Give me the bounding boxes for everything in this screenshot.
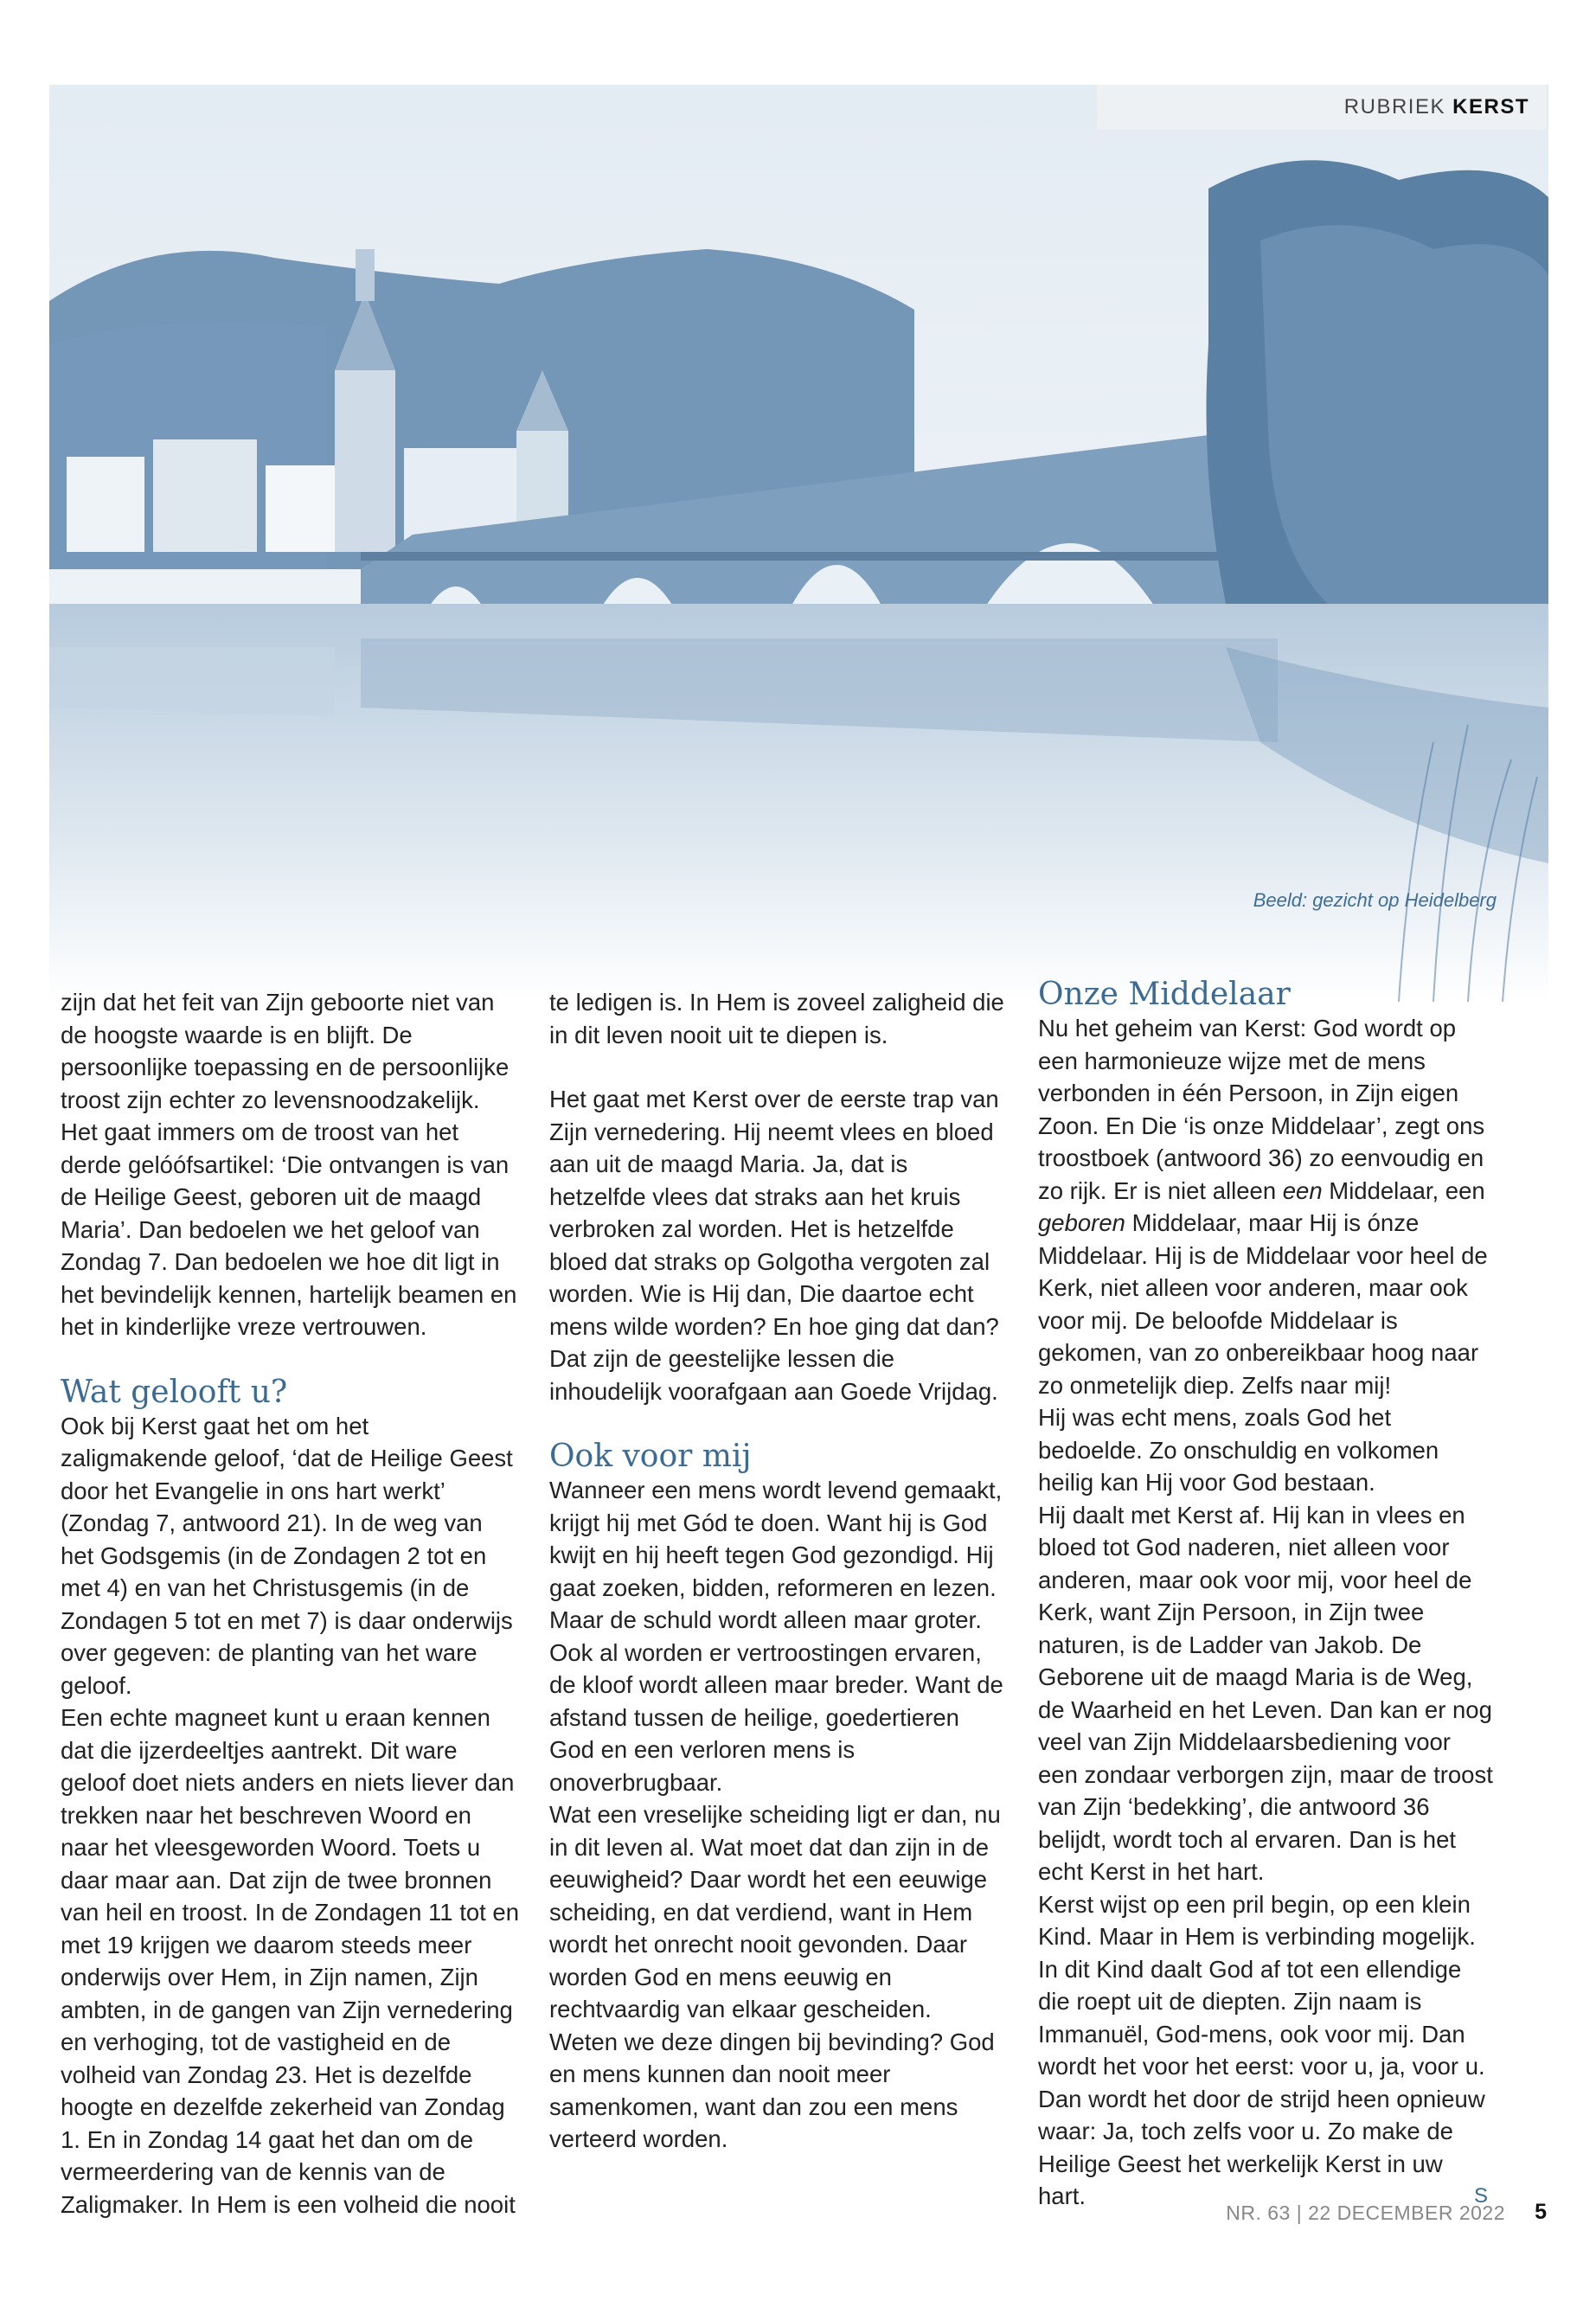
article-column-3: [1038, 977, 1497, 2213]
paragraph: zijn dat het feit van Zijn geboorte niet van de hoogste waarde is en blijft. De persoonlijke toepassing en de persoonlijke troost zijn echter zo levensnoodzakelijk. Het gaat immers om de troost van het derde gelóófsartikel: ‘Die ontvangen is van de Heilige Geest, geboren uit de maagd Maria’. Dan bedoelen we het geloof van Zondag 7. Dan bedoelen we hoe dit ligt in het bevindelijk kennen, hartelijk beamen en het in kinderlijke vreze vertrouwen.: [61, 989, 517, 1340]
subheading-ook-voor-mij: Ook voor mij: [549, 1439, 752, 1474]
article-column-1: [61, 986, 519, 2221]
heidelberg-bridge-illustration: [49, 85, 1548, 1002]
paragraph: Hij daalt met Kerst af. Hij kan in vlees en bloed tot God naderen, niet alleen voor anderen, maar ook voor mij, voor heel de Kerk, want Zijn Persoon, in Zijn twee naturen, is de Ladder van Jakob. De Geborene uit de maagd Maria is de Weg, de Waarheid en het Leven. Dan kan er nog veel van Zijn Middelaarsbediening voor een zondaar verborgen zijn, maar de troost van Zijn ‘bedekking’, die antwoord 36 belijdt, wordt toch al ervaren. Dan is het echt Kerst in het hart.: [1038, 1501, 1493, 1885]
image-caption: Beeld: gezicht op Heidelberg: [1253, 889, 1497, 911]
subheading-wat-gelooft-u: Wat gelooft u?: [61, 1374, 288, 1410]
emphasis: geboren: [1038, 1209, 1125, 1236]
paragraph: [1038, 1888, 1497, 2213]
article-column-2: [549, 986, 1008, 2156]
emphasis: een: [1282, 1176, 1323, 1204]
paragraph: Wanneer een mens wordt levend gemaakt, krijgt hij met Gód te doen. Want hij is God kwijt en hij heeft tegen God gezondigd. Hij gaat zoeken, bidden, reformeren en lezen. Maar de schuld wordt alleen maar groter. Ook al worden er vertroostingen ervaren, de kloof wordt alleen maar breder. Want de afstand tussen de heilige, goedertieren God en een verloren mens is onoverbrugbaar.: [549, 1477, 1003, 1796]
section-name: KERST: [1452, 95, 1529, 119]
page-number: 5: [1535, 2200, 1547, 2224]
paragraph: te ledigen is. In Hem is zoveel zaligheid die in dit leven nooit uit te diepen is.: [549, 989, 1004, 1048]
text-run: Nu het geheim van Kerst: God wordt op een harmonieuze wijze met de mens verbonden in één Persoon, in Zijn eigen Zoon. En Die ‘is onze Middelaar’, zegt ons troostboek (antwoord 36) zo eenvoudig en zo rijk. Er is niet alleen: [1038, 1015, 1485, 1204]
section-header: [1097, 85, 1547, 130]
subheading-onze-middelaar: Onze Middelaar: [1038, 977, 1291, 1012]
section-prefix: RUBRIEK: [1343, 95, 1445, 119]
paragraph: Hij was echt mens, zoals God het bedoelde. Zo onschuldig en volkomen heilig kan Hij voor God bestaan.: [1038, 1404, 1439, 1496]
paragraph: Weten we deze dingen bij bevinding? God en mens kunnen dan nooit meer samenkomen, want dan zou een mens verteerd worden.: [549, 2028, 995, 2152]
hero-image-heidelberg: [49, 85, 1548, 1002]
paragraph: Ook bij Kerst gaat het om het zaligmakende geloof, ‘dat de Heilige Geest door het Evangelie in ons hart werkt’ (Zondag 7, antwoord 21). In de weg van het Godsgemis (in de Zondagen 2 tot en met 4) en van het Christusgemis (in de Zondagen 5 tot en met 7) is daar onderwijs over gegeven: de planting van het ware geloof.: [61, 1412, 513, 1699]
paragraph: Een echte magneet kunt u eraan kennen dat die ijzerdeeltjes aantrekt. Dit ware geloof doet niets anders en niets liever dan trekken naar het beschreven Woord en naar het vleesgeworden Woord. Toets u daar maar aan. Dat zijn de twee bronnen van heil en troost. In de Zondagen 11 tot en met 19 krijgen we daarom steeds meer onderwijs over Hem, in Zijn namen, Zijn ambten, in de gangen van Zijn vernedering en verhoging, tot de vastigheid en de volheid van Zondag 23. Het is dezelfde hoogte en dezelfde zekerheid van Zondag 1. En in Zondag 14 gaat het dan om de vermeerdering van de kennis van de Zaligmaker. In Hem is een volheid die nooit: [61, 1704, 520, 2218]
issue-info: NR. 63 | 22 DECEMBER 2022: [1226, 2202, 1505, 2224]
text-run: Middelaar, maar Hij is ónze Middelaar. Hij is de Middelaar voor heel de Kerk, niet alleen voor anderen, maar ook voor mij. De beloofde Middelaar is gekomen, van zo onbereikbaar hoog naar zo onmetelijk diep. Zelfs naar mij!: [1038, 1209, 1488, 1399]
text-run: Kerst wijst op een pril begin, op een klein Kind. Maar in Hem is verbinding mogelijk. In dit Kind daalt God af tot een ellendige die roept uit de diepten. Zijn naam is Immanuël, God-mens, ook voor mij. Dan wordt het voor het eerst: voor u, ja, voor u. Dan wordt het door de strijd heen opnieuw waar: Ja, toch zelfs voor u. Zo make de Heilige Geest het werkelijk Kerst in uw hart.: [1038, 1890, 1485, 2209]
paragraph: Wat een vreselijke scheiding ligt er dan, nu in dit leven al. Wat moet dat dan zijn in de eeuwigheid? Daar wordt het een eeuwige scheiding, en dat verdiend, want in Hem wordt het onrecht nooit gevonden. Daar worden God en mens eeuwig en rechtvaardig van elkaar gescheiden.: [549, 1801, 1001, 2022]
paragraph: Het gaat met Kerst over de eerste trap van Zijn vernedering. Hij neemt vlees en bloed aan uit de maagd Maria. Ja, dat is hetzelfde vlees dat straks aan het kruis verbroken zal worden. Het is hetzelfde bloed dat straks op Golgotha vergoten zal worden. Wie is Hij dan, Die daartoe echt mens wilde worden? En hoe ging dat dan? Dat zijn de geestelijke lessen die inhoudelijk voorafgaan aan Goede Vrijdag.: [549, 1086, 999, 1405]
paragraph: [1038, 1012, 1497, 1401]
text-run: Middelaar, een: [1322, 1176, 1485, 1204]
end-of-article-icon: S: [1473, 2184, 1488, 2208]
